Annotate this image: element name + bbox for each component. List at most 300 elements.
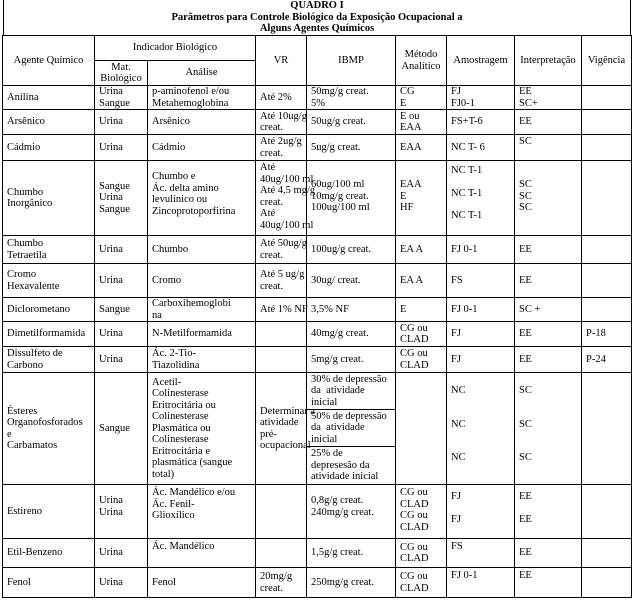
cell-cromo-agente [2,263,95,298]
cell-esteres-analise-line: Eritrocitária ou [152,399,216,411]
cell-diclorometano-vigencia [581,297,632,322]
header-vigencia-line: Vigência [587,54,626,66]
cell-anilina-mat-line: Urina [99,86,123,97]
cell-estireno-interpretacao-line: EE [519,513,532,525]
cell-diclorometano-amostragem [446,297,515,322]
header-interpretacao [514,35,582,86]
cell-chumbo-tetraetila-analise [147,235,256,264]
cell-dimetilformamida-vr [255,321,307,347]
cell-diclorometano-ibmp [306,297,396,322]
cell-esteres-vr-line: ocupacional [260,440,311,451]
header-agente [2,35,95,86]
cell-cromo-vr [255,263,307,298]
cell-fenol-agente-line: Fenol [7,576,31,588]
cell-etil-benzeno-metodo-line: CG ou [400,541,428,553]
cell-esteres-analise-line: Colinesterase [152,388,209,400]
header-analise-line: Análise [185,67,218,79]
cell-diclorometano-amostragem-line: FJ 0-1 [451,303,478,315]
cell-anilina-agente [2,85,95,110]
cell-chumbo-inorganico-mat [94,160,148,236]
cell-chumbo-inorganico-analise-line: Zincoprotoporfirina [152,205,236,217]
cell-chumbo-inorganico-metodo-line: HF [400,202,414,213]
cell-cadmio-mat-line: Urina [99,141,123,153]
cell-arsenico-analise-line: Arsênico [152,116,190,128]
cell-fenol-amostragem [446,567,515,598]
cell-chumbo-inorganico-metodo [395,160,447,236]
cell-etil-benzeno-ibmp-line: 1,5g/g creat. [311,547,364,559]
cell-cadmio-analise [147,134,256,161]
cell-etil-benzeno-amostragem-line: FS [451,541,463,552]
cell-cadmio-interpretacao [514,134,582,161]
cell-estireno-metodo-line: CLAD [400,521,429,533]
cell-chumbo-tetraetila-metodo [395,235,447,264]
cell-arsenico-agente [2,109,95,135]
cell-dimetilformamida-mat [94,321,148,347]
cell-anilina-amostragem-line: FJ [451,86,461,97]
header-indicador [94,35,256,61]
cell-estireno-agente-line: Estireno [7,505,42,517]
cell-chumbo-inorganico-amostragem [446,160,515,236]
cell-cadmio-amostragem-line: NC T- 6 [451,141,485,153]
cell-arsenico-amostragem-line: FS+T-6 [451,116,483,128]
cell-dimetilformamida-amostragem [446,321,515,347]
cell-cadmio-vr-line: Até 2ug/g [260,136,302,147]
cell-estireno-vigencia [581,484,632,539]
cell-cadmio-analise-line: Cádmio [152,141,186,153]
cell-chumbo-tetraetila-mat-line: Urina [99,243,123,255]
cell-fenol-agente [2,567,95,598]
cell-chumbo-inorganico-agente-line: Chumbo [7,186,44,198]
cell-cadmio-agente-line: Cádmio [7,141,41,153]
cell-anilina-metodo [395,85,447,110]
cell-fenol-ibmp-line: 250mg/g creat. [311,576,374,588]
cell-cromo-interpretacao-line: EE [519,274,532,286]
cell-estireno-metodo [395,484,447,539]
cell-esteres-vr [255,372,316,485]
title-line-3: Alguns Agentes Químicos [259,23,375,34]
cell-chumbo-tetraetila-interpretacao-line: EE [519,243,532,255]
cell-anilina-amostragem [446,85,515,110]
cell-estireno-analise-line: Glioxílico [152,510,195,521]
cell-estireno-metodo-line: CG ou [400,510,428,521]
cell-esteres-amostragem-line: NC [451,452,466,463]
cell-cadmio-agente [2,134,95,161]
header-ibmp-line: IBMP [338,54,364,66]
cell-esteres-interpretacao-line: SC [519,452,532,463]
cell-fenol-analise [147,567,256,598]
cell-arsenico-agente-line: Arsênico [7,116,45,128]
cell-esteres-ibmp-2-line: inicial [311,433,338,445]
cell-chumbo-inorganico-metodo-line: E [400,190,407,202]
cell-anilina-ibmp [306,85,396,110]
cell-chumbo-inorganico-amostragem-line: NC T-1 [451,165,483,176]
header-amostragem [446,35,515,86]
cell-dimetilformamida-ibmp [306,321,396,347]
cell-dimetilformamida-analise-line: N-Metilformamida [152,328,232,340]
cell-cromo-mat-line: Urina [99,274,123,286]
cell-cromo-ibmp [306,263,396,298]
cell-estireno-interpretacao [514,484,582,539]
cell-esteres-vr-line: Determinar a [260,405,316,417]
cell-chumbo-tetraetila-interpretacao [514,235,582,264]
cell-esteres-interpretacao [514,372,582,485]
cell-esteres-interpretacao-line: SC [519,418,532,430]
cell-dissulfeto-agente-line: Carbono [7,359,44,371]
cell-fenol-mat [94,567,148,598]
cell-esteres-mat [94,372,148,485]
cell-dimetilformamida-interpretacao-line: EE [519,328,532,340]
cell-dimetilformamida-metodo-line: CLAD [400,334,429,345]
cell-esteres-ibmp-3-line: 25% de [311,448,343,460]
cell-esteres-interpretacao-line: SC [519,385,532,396]
cell-chumbo-inorganico-ibmp-line: 60ug/100 ml [311,179,365,190]
cell-chumbo-inorganico-vr-line: creat. [260,196,284,208]
cell-etil-benzeno-mat [94,538,148,568]
cell-cromo-vr-line: Até 5 ug/g [260,269,305,280]
cell-chumbo-tetraetila-ibmp [306,235,396,264]
cell-cadmio-metodo-line: EAA [400,141,422,153]
cell-chumbo-inorganico-vr-line: 40ug/100 ml [260,219,314,231]
cell-dissulfeto-vigencia [581,346,632,373]
cell-etil-benzeno-agente-line: Etil-Benzeno [7,547,63,559]
cell-anilina-metodo-line: E [400,97,407,109]
cell-dissulfeto-interpretacao-line: EE [519,353,532,365]
cell-chumbo-tetraetila-vr-line: creat. [260,249,284,261]
cell-arsenico-vr [255,109,307,135]
cell-estireno-metodo-line: CG ou [400,487,428,498]
cell-cadmio-vr-line: creat. [260,147,284,159]
header-agente-line: Agente Químico [13,54,84,66]
cell-etil-benzeno-mat-line: Urina [99,547,123,559]
cell-chumbo-tetraetila-vr-line: Até 50ug/g [260,238,307,249]
cell-anilina-vigencia [581,85,632,110]
cell-cadmio-interpretacao-line: SC [519,136,532,147]
cell-estireno-amostragem-line: FJ [451,491,461,502]
cell-fenol-vr-line: creat. [260,582,284,594]
cell-fenol-interpretacao [514,567,582,598]
cell-esteres-ibmp-1 [306,372,396,410]
cell-cadmio-metodo [395,134,447,161]
cell-dissulfeto-analise-line: Tiazolidina [152,359,200,371]
cell-etil-benzeno-interpretacao-line: EE [519,547,532,559]
cell-chumbo-inorganico-mat-line: Urina [99,192,123,204]
cell-cromo-analise [147,263,256,298]
cell-anilina-mat [94,85,148,110]
cell-cromo-metodo [395,263,447,298]
cell-estireno-amostragem [446,484,515,539]
cell-anilina-mat-line: Sangue [99,97,130,109]
cell-esteres-ibmp-3-line: depresesão da [311,459,370,471]
cell-chumbo-inorganico-analise-line: Ác. delta amino [152,182,219,194]
cell-chumbo-inorganico-vr-line: 40ug/100 ml [260,173,314,185]
cell-dissulfeto-agente-line: Dissulfeto de [7,348,63,359]
cell-chumbo-inorganico-vigencia [581,160,632,236]
cell-etil-benzeno-analise [147,538,256,568]
header-mat-line: Biológico [100,73,142,84]
cell-esteres-agente-line: Ésteres [7,405,38,417]
cell-esteres-analise-line: plasmática (sangue [152,457,233,469]
cell-chumbo-tetraetila-vigencia [581,235,632,264]
cell-fenol-vigencia [581,567,632,598]
cell-esteres-amostragem-line: NC [451,385,466,396]
cell-esteres-metodo [395,372,447,485]
cell-estireno-ibmp [306,484,396,539]
cell-dissulfeto-amostragem [446,346,515,373]
cell-arsenico-interpretacao [514,109,582,135]
cell-dimetilformamida-agente [2,321,95,347]
cell-diclorometano-vr [255,297,307,322]
cell-esteres-ibmp-2-line: 50% de depressão [311,410,387,422]
cell-cromo-vigencia [581,263,632,298]
cell-dimetilformamida-analise [147,321,256,347]
cell-esteres-analise-line: Acetil- [152,376,182,388]
cell-esteres-ibmp-3 [306,446,396,485]
cell-diclorometano-interpretacao-line: SC + [519,303,541,315]
cell-dissulfeto-interpretacao [514,346,582,373]
cell-arsenico-ibmp [306,109,396,135]
cell-anilina-vr [255,85,307,110]
cell-esteres-analise-line: Eritrocitária e [152,445,211,457]
cell-cadmio-mat [94,134,148,161]
cell-chumbo-inorganico-metodo-line: EAA [400,179,422,190]
cell-esteres-ibmp-1-line: inicial [311,396,338,408]
cell-esteres-ibmp-1-line: 30% de depressão [311,373,387,385]
cell-arsenico-vr-line: Até 10ug/g [260,110,307,122]
cell-anilina-interpretacao [514,85,582,110]
header-ibmp [306,35,396,86]
cell-esteres-analise-line: Colinesterase [152,411,209,423]
title-line-1: QUADRO I [290,0,344,11]
cell-chumbo-inorganico-interpretacao-line: SC [519,202,532,213]
cell-dimetilformamida-amostragem-line: FJ [451,328,461,340]
cell-fenol-amostragem-line: FJ 0-1 [451,570,478,581]
cell-dissulfeto-metodo [395,346,447,373]
cell-chumbo-inorganico-vr [255,160,316,236]
cell-cromo-metodo-line: EA A [400,274,424,286]
cell-etil-benzeno-metodo-line: CLAD [400,553,429,564]
header-mat-line: Mat. [111,61,131,73]
cell-chumbo-inorganico-analise-line: levulínico ou [152,194,208,205]
header-mat [94,60,148,86]
cell-chumbo-tetraetila-vr [255,235,307,264]
cell-fenol-interpretacao-line: EE [519,570,532,581]
cell-esteres-vr-line: pré- [260,428,277,440]
cell-anilina-interpretacao-line: SC+ [519,97,538,109]
cell-cadmio-ibmp-line: 5ug/g creat. [311,141,361,153]
cell-arsenico-ibmp-line: 50ug/g creat. [311,116,366,128]
header-metodo [395,35,447,86]
cell-esteres-ibmp-2 [306,409,396,447]
cell-chumbo-tetraetila-amostragem-line: FJ 0-1 [451,243,478,255]
cell-anilina-analise-line: Metahemoglobina [152,97,229,109]
cell-cadmio-vr [255,134,307,161]
cell-chumbo-tetraetila-metodo-line: EA A [400,243,424,255]
cell-diclorometano-analise-line: na [152,309,162,321]
cell-chumbo-inorganico-amostragem-line: NC T-1 [451,187,483,199]
cell-esteres-vr-line: atividade [260,417,299,428]
cell-dimetilformamida-vigencia [581,321,632,347]
cell-dissulfeto-metodo-line: CLAD [400,359,429,371]
header-vigencia [581,35,632,86]
cell-etil-benzeno-analise-line: Ác. Mandélico [152,541,215,552]
cell-chumbo-inorganico-agente-line: Inorgânico [7,198,53,209]
cell-cromo-ibmp-line: 30ug/ creat. [311,274,361,286]
cell-chumbo-tetraetila-ibmp-line: 100ug/g creat. [311,243,372,255]
cell-dimetilformamida-metodo [395,321,447,347]
cell-fenol-vr-line: 20mg/g [260,571,293,582]
cell-anilina-ibmp-line: 50mg/g creat. [311,86,369,97]
cell-anilina-interpretacao-line: EE [519,86,532,97]
cell-esteres-ibmp-2-line: da atividade [311,422,365,434]
header-vr-line: VR [273,54,289,66]
cell-chumbo-inorganico-vr-line: Até [260,162,276,173]
cell-dissulfeto-mat [94,346,148,373]
cell-dissulfeto-vigencia-line: P-24 [586,353,606,365]
cell-cromo-interpretacao [514,263,582,298]
cell-diclorometano-vr-line: Até 1% NF [260,303,308,315]
cell-dissulfeto-metodo-line: CG ou [400,348,428,359]
header-indicador-line: Indicador Biológico [132,42,218,54]
cell-chumbo-inorganico-analise [147,160,256,236]
header-metodo-line: Método [404,49,438,60]
cell-cadmio-vigencia [581,134,632,161]
cell-cromo-amostragem-line: FS [451,274,463,286]
cell-fenol-mat-line: Urina [99,576,123,588]
cell-cadmio-ibmp [306,134,396,161]
cell-dissulfeto-amostragem-line: FJ [451,353,461,365]
cell-esteres-agente-line: Organofosforados [7,417,83,428]
cell-cromo-analise-line: Cromo [152,274,182,286]
cell-estireno-metodo-line: CLAD [400,498,429,510]
title-line-2: Parâmetros para Controle Biológico da Exposição Ocupacional a [171,11,463,23]
cell-chumbo-tetraetila-amostragem [446,235,515,264]
cell-chumbo-inorganico-agente [2,160,95,236]
cell-etil-benzeno-metodo [395,538,447,568]
cell-esteres-ibmp-1-line: da atividade [311,385,365,397]
cell-diclorometano-interpretacao [514,297,582,322]
cell-chumbo-inorganico-vr-line: Até [260,208,276,219]
header-analise [147,60,256,86]
cell-diclorometano-ibmp-line: 3,5% NF [311,303,349,315]
cell-arsenico-analise [147,109,256,135]
cell-anilina-ibmp-line: 5% [311,97,325,109]
cell-chumbo-inorganico-ibmp [306,160,396,236]
cell-cromo-agente-line: Hexavalente [7,280,60,292]
cell-estireno-ibmp-line: 0,8g/g creat. [311,495,364,506]
cell-estireno-interpretacao-line: EE [519,491,532,502]
cell-chumbo-tetraetila-agente-line: Chumbo [7,238,44,249]
cell-arsenico-amostragem [446,109,515,135]
cell-etil-benzeno-vr [255,538,307,568]
cell-cromo-mat [94,263,148,298]
cell-etil-benzeno-vigencia [581,538,632,568]
cell-estireno-analise [147,484,256,539]
cell-dimetilformamida-ibmp-line: 40mg/g creat. [311,328,369,340]
cell-fenol-metodo [395,567,447,598]
cell-esteres-analise-line: total) [152,468,175,480]
cell-dimetilformamida-mat-line: Urina [99,328,123,340]
cell-esteres-mat-line: Sangue [99,422,130,434]
cell-esteres-agente [2,372,95,485]
cell-diclorometano-mat-line: Sangue [99,303,130,315]
cell-esteres-vigencia [581,372,632,485]
cell-diclorometano-metodo-line: E [400,303,407,315]
cell-diclorometano-metodo [395,297,447,322]
cell-chumbo-inorganico-ibmp-line: 10mg/g creat. [311,190,369,202]
cell-dissulfeto-agente [2,346,95,373]
cell-diclorometano-agente-line: Diclorometano [7,303,70,315]
cell-cromo-agente-line: Cromo [7,269,37,280]
cell-chumbo-inorganico-interpretacao [514,160,582,236]
cell-arsenico-vigencia [581,109,632,135]
cell-dimetilformamida-agente-line: Dimetilformamida [7,328,86,340]
cell-dissulfeto-analise-line: Ác. 2-Tio- [152,348,196,359]
cell-esteres-agente-line: e [7,428,12,440]
cell-estireno-agente [2,484,95,539]
cell-chumbo-inorganico-interpretacao-line: SC [519,179,532,190]
cell-chumbo-inorganico-amostragem-line: NC T-1 [451,210,483,221]
cell-cromo-vr-line: creat. [260,280,284,292]
cell-diclorometano-mat [94,297,148,322]
cell-arsenico-metodo [395,109,447,135]
cell-anilina-metodo-line: CG [400,86,415,97]
cell-anilina-amostragem-line: FJ0-1 [451,97,475,109]
cell-arsenico-mat [94,109,148,135]
cell-fenol-vr [255,567,307,598]
cell-arsenico-metodo-line: EAA [400,122,422,133]
header-vr [255,35,307,86]
cell-dissulfeto-analise [147,346,256,373]
cell-esteres-analise-line: Colinesterase [152,434,209,446]
cell-estireno-vr [255,484,307,539]
cell-esteres-amostragem [446,372,515,485]
cell-chumbo-inorganico-ibmp-line: 100ug/100 ml [311,202,370,213]
cell-estireno-amostragem-line: FJ [451,513,461,525]
cell-arsenico-vr-line: creat. [260,122,284,133]
cell-arsenico-mat-line: Urina [99,116,123,128]
header-interpretacao-line: Interpretação [520,54,576,66]
cell-estireno-mat [94,484,148,539]
cell-fenol-metodo-line: CG ou [400,571,428,582]
cell-diclorometano-analise [147,297,256,322]
cell-chumbo-tetraetila-mat [94,235,148,264]
cell-dissulfeto-ibmp-line: 5mg/g creat. [311,353,364,365]
cell-dimetilformamida-metodo-line: CG ou [400,322,428,334]
cell-estireno-ibmp-line: 240mg/g creat. [311,506,374,518]
cell-diclorometano-analise-line: Carboxihemoglobi [152,298,231,309]
cell-dissulfeto-vr [255,346,307,373]
cell-fenol-metodo-line: CLAD [400,582,429,594]
cell-esteres-amostragem-line: NC [451,418,466,430]
cell-fenol-analise-line: Fenol [152,576,176,588]
cell-chumbo-tetraetila-agente-line: Tetraetila [7,249,47,261]
cell-dissulfeto-ibmp [306,346,396,373]
cell-etil-benzeno-amostragem [446,538,515,568]
cell-estireno-analise-line: Ác. Fenil- [152,498,195,510]
cell-cromo-amostragem [446,263,515,298]
cell-esteres-analise [147,372,256,485]
cell-esteres-analise-line: Plasmática ou [152,422,211,434]
cell-fenol-ibmp [306,567,396,598]
cell-anilina-analise [147,85,256,110]
cell-anilina-analise-line: p-aminofenol e/ou [152,86,230,97]
cell-dimetilformamida-vigencia-line: P-18 [586,328,606,340]
cell-esteres-agente-line: Carbamatos [7,440,58,451]
cell-dissulfeto-mat-line: Urina [99,353,123,365]
cell-estireno-mat-line: Urina [99,506,123,518]
header-metodo-line: Analítico [401,60,441,72]
cell-chumbo-inorganico-vr-line: Até 4,5 mg/g [260,185,316,196]
